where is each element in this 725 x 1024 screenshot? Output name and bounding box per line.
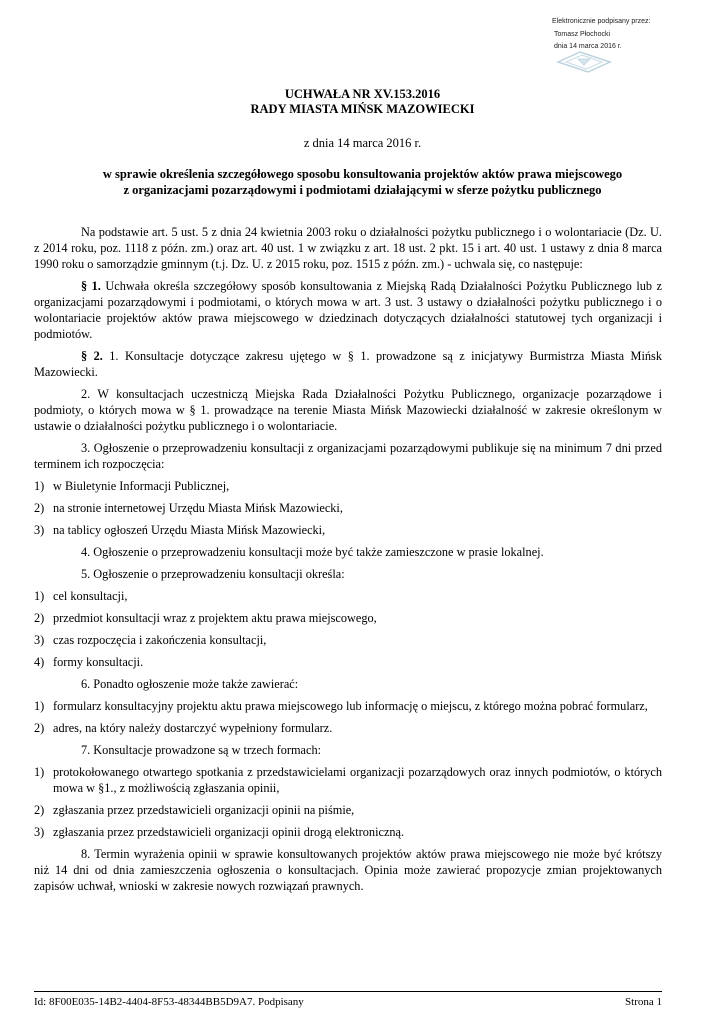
list-item: 1) protokołowanego otwartego spotkania z przedstawicielami organizacji pozarządowych oraz innych podmiotów, o których mowa w §1., z możliwością zgłaszania opinii, <box>34 765 662 795</box>
footer-divider <box>34 991 662 992</box>
document-title: UCHWAŁA NR XV.153.2016 <box>284 87 441 101</box>
section-2-label: § 2. <box>81 349 103 363</box>
subject-line-2: z organizacjami pozarządowymi i podmiotami działającymi w sferze pożytku publicznego <box>123 183 602 197</box>
page-number: Strona 1 <box>625 996 662 1008</box>
list-5 <box>34 588 662 670</box>
section-1-label: § 1. <box>81 279 101 293</box>
subject-line-1: w sprawie określenia szczegółowego sposobu konsultowania projektów aktów prawa miejscowego <box>102 167 623 181</box>
paragraph-3: 3. Ogłoszenie o przeprowadzeniu konsultacji z organizacjami pozarządowymi publikuje się na minimum 7 dni przed terminem ich rozpoczęcia: <box>34 441 662 471</box>
signature-line-1: Elektronicznie podpisany przez: <box>552 18 651 25</box>
paragraph-7: 7. Konsultacje prowadzone są w trzech formach: <box>81 743 322 757</box>
paragraph-2: 2. W konsultacjach uczestniczą Miejska Rada Działalności Pożytku Publicznego, organizacje pozarządowe i podmioty, o których mowa w § 1. prowadzące na terenie Miasta Mińsk Mazowiecki działalność w zakresie określonym w ustawie o działalności pożytku publicznego i o wolontariacie. <box>34 387 662 433</box>
signature-block <box>552 16 712 54</box>
paragraph-5: 5. Ogłoszenie o przeprowadzeniu konsultacji określa: <box>81 567 345 581</box>
list-item: 4) formy konsultacji. <box>34 655 144 669</box>
list-item: 2) zgłaszania przez przedstawicieli organizacji opinii na piśmie, <box>34 803 355 817</box>
paragraph-4: 4. Ogłoszenie o przeprowadzeniu konsultacji może być także zamieszczone w prasie lokalnej. <box>81 545 544 559</box>
section-2 <box>34 348 662 380</box>
section-1-text: Uchwała określa szczegółowy sposób konsultowania z Miejską Radą Działalności Pożytku Publicznego lub z organizacjami pozarządowymi i podmiotami, o których mowa w art. 3 ust. 3 ustawy o działalności pożytku publicznego i o wolontariacie projektów aktów prawa miejscowego w dziedzinach dotyczących działalności statutowej tych organizacji i podmiotów. <box>34 279 662 341</box>
list-item: 1) formularz konsultacyjny projektu aktu prawa miejscowego lub informację o miejscu, z którego można pobrać formularz, <box>34 699 648 713</box>
list-item: 2) na stronie internetowej Urzędu Miasta Mińsk Mazowiecki, <box>34 501 343 515</box>
list-6 <box>34 698 662 736</box>
list-item: 1) w Biuletynie Informacji Publicznej, <box>34 479 230 493</box>
list-item: 1) cel konsultacji, <box>34 589 128 603</box>
signature-signer: Tomasz Płochocki <box>554 30 611 38</box>
document-body <box>34 224 662 900</box>
list-item: 3) zgłaszania przez przedstawicieli organizacji opinii drogą elektroniczną. <box>34 825 405 839</box>
signature-stamp-icon <box>552 50 616 74</box>
list-7 <box>34 764 662 840</box>
preamble: Na podstawie art. 5 ust. 5 z dnia 24 kwietnia 2003 roku o działalności pożytku publicznego i o wolontariacie (Dz. U. z 2014 roku, poz. 1118 z późn. zm.) oraz art. 40 ust. 1 w związku z art. 18 ust. 2 pkt. 15 i art. 40 ust. 1 ustawy z dnia 8 marca 1990 roku o samorządzie gminnym (t.j. Dz. U. z 2015 roku, poz. 1515 z późn. zm.) - uchwala się, co następuje: <box>34 225 662 271</box>
document-id: Id: 8F00E035-14B2-4404-8F53-48344BB5D9A7. Podpisany <box>34 996 304 1008</box>
document-issuer: RADY MIASTA MIŃSK MAZOWIECKI <box>250 102 475 116</box>
list-item: 2) adres, na który należy dostarczyć wypełniony formularz. <box>34 721 333 735</box>
document-subject <box>0 166 725 198</box>
paragraph-6: 6. Ponadto ogłoszenie może także zawierać: <box>81 677 299 691</box>
list-item: 3) czas rozpoczęcia i zakończenia konsultacji, <box>34 633 267 647</box>
list-3 <box>34 478 662 538</box>
signature-date: dnia 14 marca 2016 r. <box>554 43 622 50</box>
list-item: 3) na tablicy ogłoszeń Urzędu Miasta Mińsk Mazowiecki, <box>34 523 326 537</box>
paragraph-8: 8. Termin wyrażenia opinii w sprawie konsultowanych projektów aktów prawa miejscowego nie może być krótszy niż 14 dni od dnia zamieszczenia ogłoszenia o konsultacjach. Opinia może zawierać propozycje zmian projektowanych zapisów uchwał, wnioski w zakresie nowych rozwiązań prawnych. <box>34 847 662 893</box>
section-1 <box>34 278 662 342</box>
document-date: z dnia 14 marca 2016 r. <box>303 136 422 150</box>
list-item: 2) przedmiot konsultacji wraz z projektem aktu prawa miejscowego, <box>34 611 377 625</box>
section-2-text: 1. Konsultacje dotyczące zakresu ujętego w § 1. prowadzone są z inicjatywy Burmistrza Miasta Mińsk Mazowiecki. <box>34 349 662 379</box>
